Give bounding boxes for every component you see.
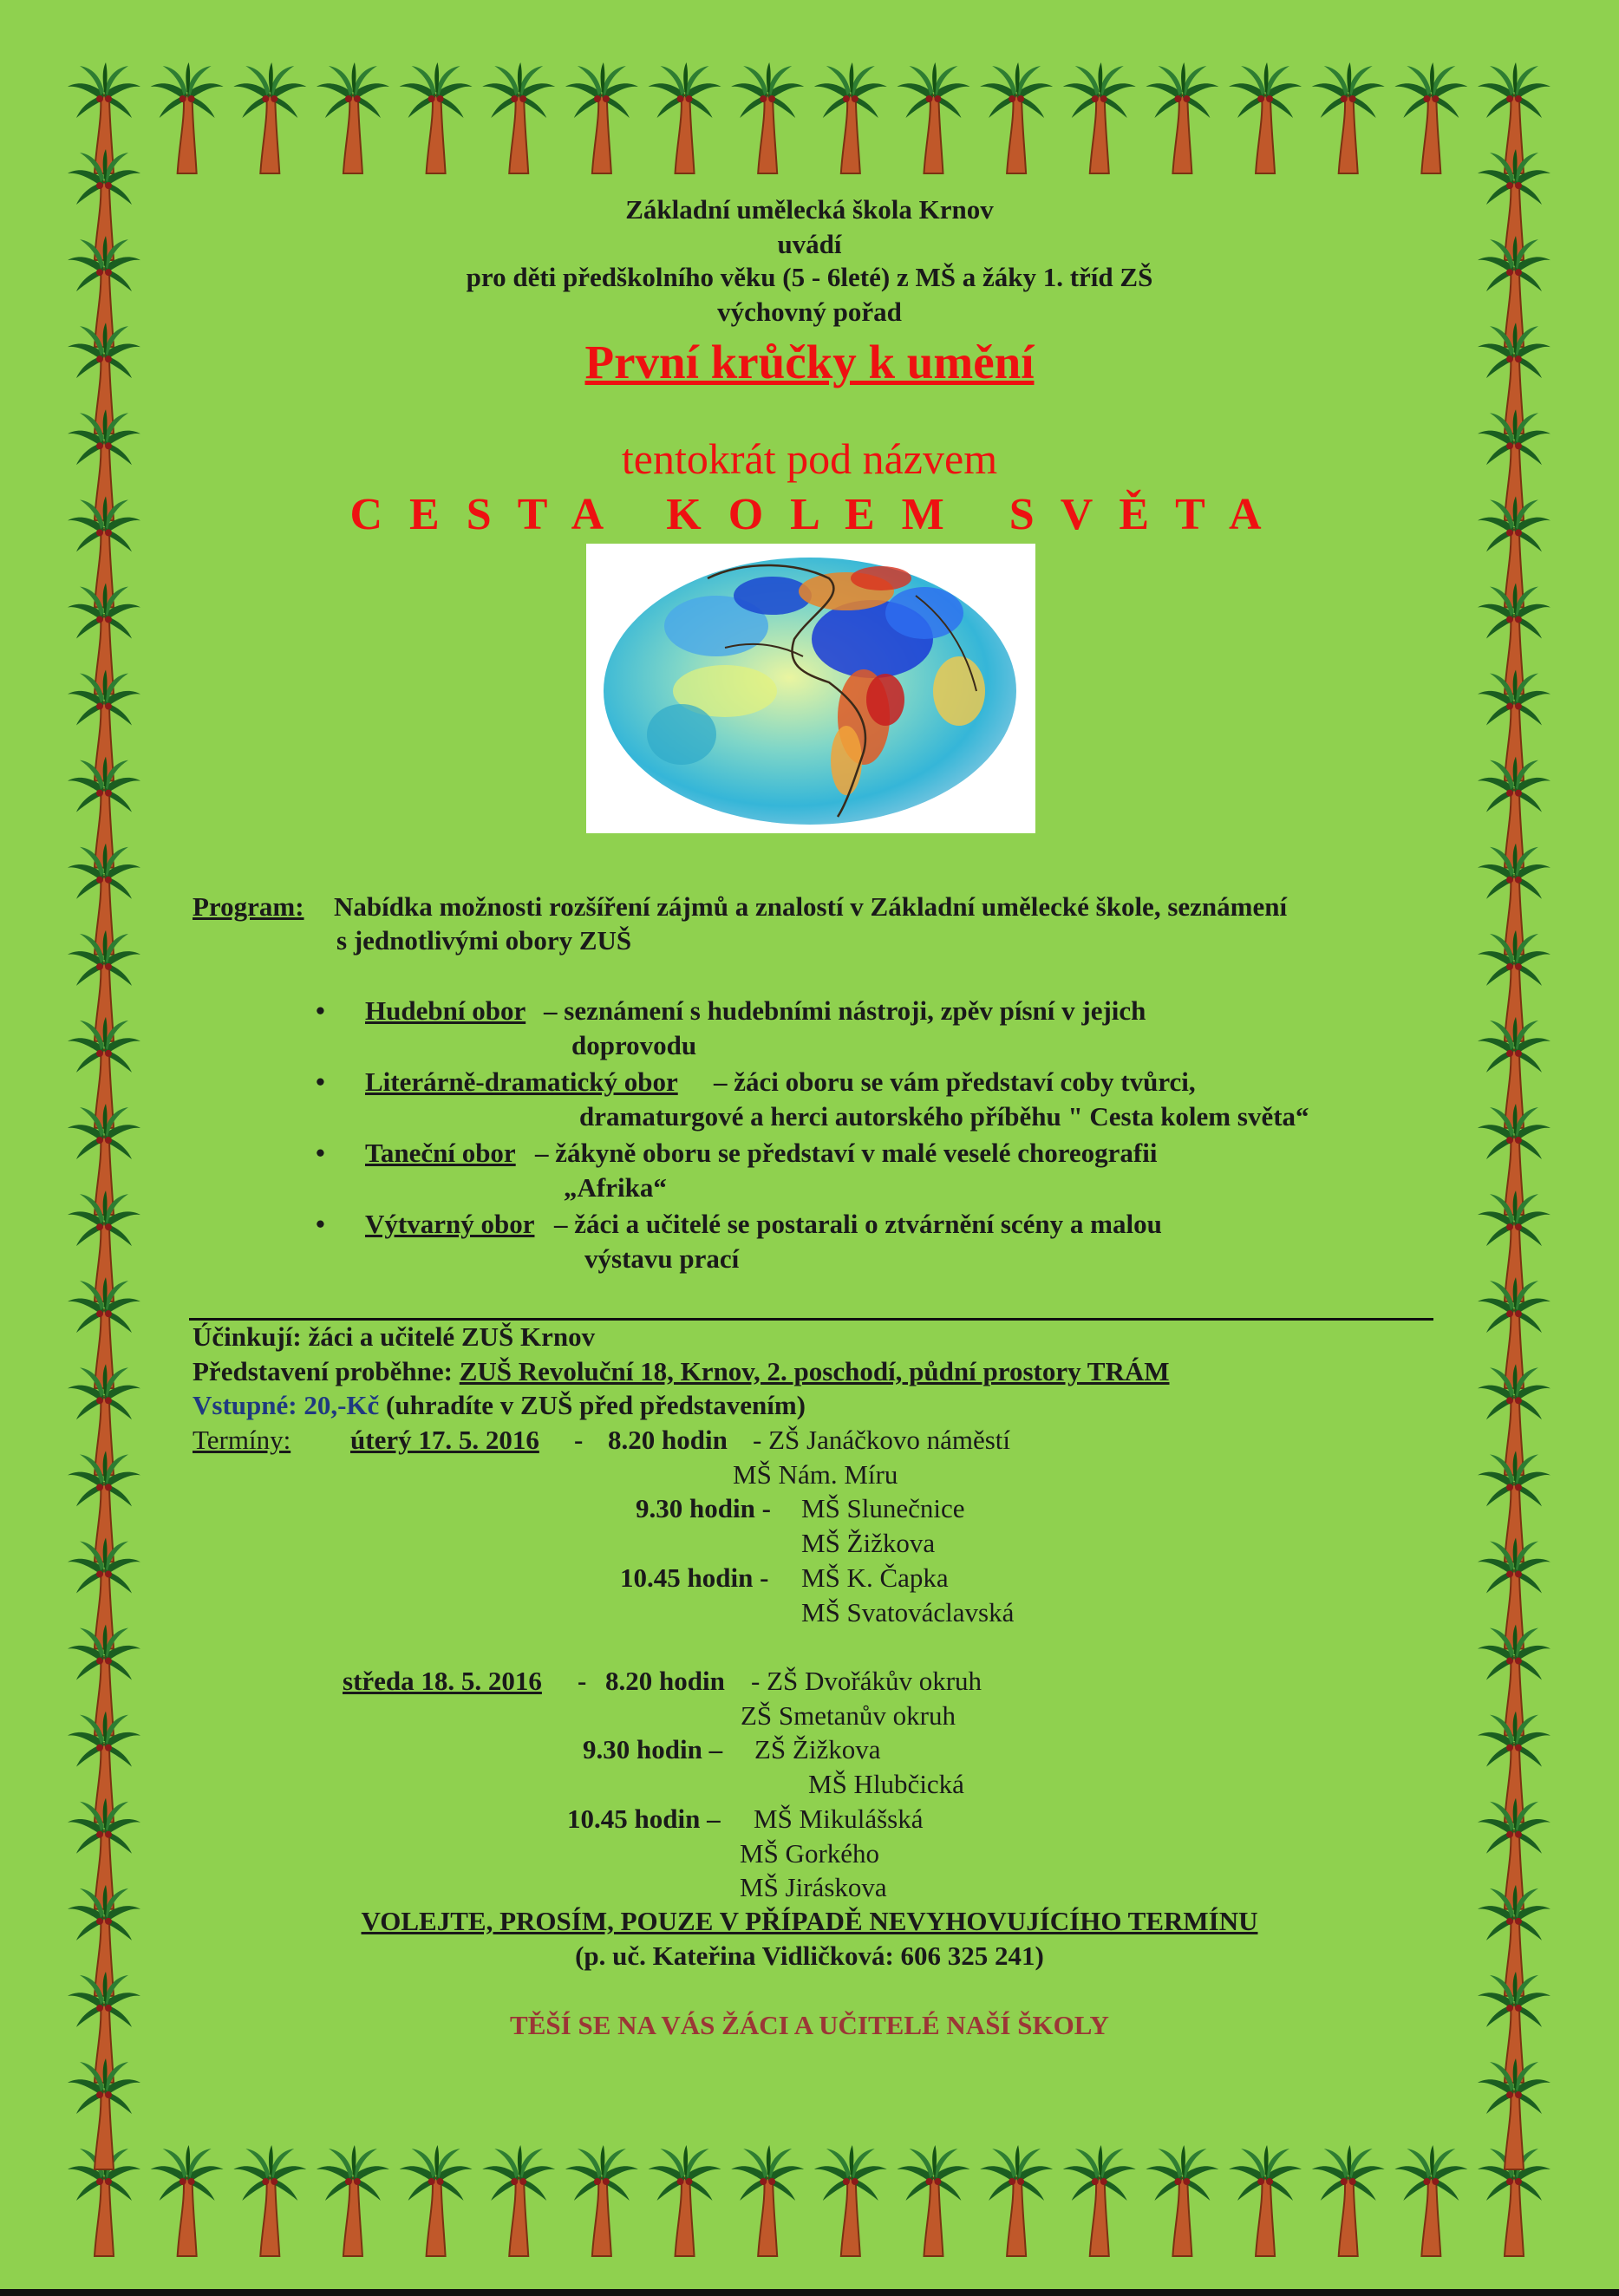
palm-tree-icon xyxy=(1312,62,1385,173)
section-text-cont: dramaturgové a herci autorského příběhu " Cesta kolem světa“ xyxy=(579,1101,1309,1132)
palm-tree-icon xyxy=(68,2058,140,2169)
bullet-icon: • xyxy=(316,1138,325,1168)
palm-tree-icon xyxy=(649,2145,721,2256)
day2-time1-school2: ZŠ Smetanův okruh xyxy=(741,1700,956,1731)
fee-row xyxy=(193,1390,806,1421)
bullet-icon: • xyxy=(316,1209,325,1239)
bottom-rule xyxy=(0,2289,1619,2296)
program-type: výchovný pořad xyxy=(717,297,902,327)
day1-time1-school2: MŠ Nám. Míru xyxy=(733,1459,898,1490)
palm-tree-icon xyxy=(980,2145,1053,2256)
palm-tree-icon xyxy=(1394,62,1467,173)
closing-text: TĚŠÍ SE NA VÁS ŽÁCI A UČITELÉ NAŠÍ ŠKOLY xyxy=(510,2010,1109,2040)
section-text: – žáci a učitelé se postarali o ztvárnění scény a malou xyxy=(554,1209,1162,1239)
palm-tree-icon xyxy=(980,62,1053,173)
palm-tree-icon xyxy=(1146,2145,1218,2256)
globe-icon xyxy=(586,544,1035,833)
palm-tree-icon xyxy=(482,2145,555,2256)
day1-sep: - xyxy=(574,1425,584,1455)
fee-label: Vstupné: 20,-Kč xyxy=(193,1390,380,1420)
bullet-icon: • xyxy=(316,1066,325,1097)
palm-tree-icon xyxy=(1312,2145,1385,2256)
subtitle-intro: tentokrát pod názvem xyxy=(621,434,998,483)
palm-tree-icon xyxy=(814,62,887,173)
program-text-line2: s jednotlivými obory ZUŠ xyxy=(336,925,632,956)
palm-tree-icon xyxy=(1229,2145,1302,2256)
day2-time2-school2: MŠ Hlubčická xyxy=(808,1769,964,1799)
main-title: První krůčky k umění xyxy=(584,336,1035,388)
section-name: Výtvarný obor xyxy=(365,1209,535,1239)
venue-label: Představení proběhne: xyxy=(193,1356,460,1386)
venue-row xyxy=(193,1356,1170,1387)
day2-time1: 8.20 hodin xyxy=(605,1666,725,1696)
contact-phone: (p. uč. Kateřina Vidličková: 606 325 241) xyxy=(575,1941,1044,1971)
divider-line xyxy=(189,1318,1433,1321)
section-text: – žáci oboru se vám představí coby tvůrci, xyxy=(714,1066,1196,1097)
palm-tree-icon xyxy=(565,62,638,173)
day2-time2-school1: ZŠ Žižkova xyxy=(754,1734,881,1764)
palm-tree-icon xyxy=(731,2145,804,2256)
performers-text: Účinkují: žáci a učitelé ZUŠ Krnov xyxy=(193,1321,596,1352)
day2-date: středa 18. 5. 2016 xyxy=(343,1666,542,1696)
day1-time2-school1: MŠ Slunečnice xyxy=(801,1493,965,1523)
section-text-cont: „Afrika“ xyxy=(564,1172,667,1203)
palm-tree-icon xyxy=(897,2145,969,2256)
presents-text: uvádí xyxy=(777,229,842,259)
day1-time2-school2: MŠ Žižkova xyxy=(801,1528,936,1558)
palm-tree-icon xyxy=(482,62,555,173)
day2-time3-school1: MŠ Mikulášská xyxy=(754,1804,924,1834)
day1-time2: 9.30 hodin - xyxy=(636,1493,771,1523)
palm-tree-icon xyxy=(233,62,306,173)
palm-tree-icon xyxy=(1229,62,1302,173)
day1-time3: 10.45 hodin - xyxy=(620,1562,769,1593)
venue-text: ZUŠ Revoluční 18, Krnov, 2. poschodí, půdní prostory TRÁM xyxy=(459,1356,1170,1386)
section-text: – seznámení s hudebními nástroji, zpěv písní v jejich xyxy=(544,995,1146,1026)
school-name: Základní umělecká škola Krnov xyxy=(625,194,994,225)
section-name: Hudební obor xyxy=(365,995,526,1026)
palm-tree-icon xyxy=(731,62,804,173)
day1-time1-school1: - ZŠ Janáčkovo náměstí xyxy=(753,1425,1011,1455)
day2-time3-school3: MŠ Jiráskova xyxy=(740,1872,887,1902)
day1-time1: 8.20 hodin xyxy=(608,1425,728,1455)
palm-tree-icon xyxy=(649,62,721,173)
palm-tree-icon xyxy=(1394,2145,1467,2256)
day2-time3: 10.45 hodin – xyxy=(567,1804,721,1834)
subtitle: C E S T A K O L E M S V Ě T A xyxy=(349,490,1270,539)
day1-time3-school2: MŠ Svatováclavská xyxy=(801,1597,1015,1627)
call-notice: VOLEJTE, PROSÍM, POUZE V PŘÍPADĚ NEVYHOVUJÍCÍHO TERMÍNU xyxy=(361,1906,1258,1936)
audience-text: pro děti předškolního věku (5 - 6leté) z MŠ a žáky 1. tříd ZŠ xyxy=(466,262,1153,292)
palm-tree-icon xyxy=(1478,2058,1550,2169)
section-text: – žákyně oboru se představí v malé veselé choreografii xyxy=(535,1138,1158,1168)
palm-tree-icon xyxy=(400,62,473,173)
palm-tree-icon xyxy=(317,62,389,173)
palm-tree-icon xyxy=(400,2145,473,2256)
palm-tree-icon xyxy=(1063,2145,1136,2256)
palm-tree-icon xyxy=(317,2145,389,2256)
globe-image xyxy=(586,544,1035,833)
day2-time3-school2: MŠ Gorkého xyxy=(740,1838,880,1869)
day1-date: úterý 17. 5. 2016 xyxy=(350,1425,539,1455)
day2-sep: - xyxy=(578,1666,587,1696)
palm-tree-icon xyxy=(233,2145,306,2256)
palm-tree-icon xyxy=(151,2145,224,2256)
program-label: Program: xyxy=(193,891,304,922)
section-text-cont: doprovodu xyxy=(571,1030,697,1060)
day2-time2: 9.30 hodin – xyxy=(583,1734,723,1764)
section-name: Literárně-dramatický obor xyxy=(365,1066,678,1097)
section-text-cont: výstavu prací xyxy=(584,1243,740,1274)
fee-note: (uhradíte v ZUŠ před představením) xyxy=(379,1390,806,1420)
bullet-icon: • xyxy=(316,995,325,1026)
dates-label: Termíny: xyxy=(193,1425,291,1455)
day1-time3-school1: MŠ K. Čapka xyxy=(801,1562,949,1593)
palm-tree-icon xyxy=(814,2145,887,2256)
palm-tree-icon xyxy=(897,62,969,173)
palm-tree-icon xyxy=(1146,62,1218,173)
program-text-line1: Nabídka možnosti rozšíření zájmů a znalostí v Základní umělecké škole, seznámení xyxy=(334,891,1288,922)
palm-tree-icon xyxy=(1063,62,1136,173)
day2-time1-school1: - ZŠ Dvořákův okruh xyxy=(751,1666,982,1696)
section-name: Taneční obor xyxy=(365,1138,516,1168)
palm-tree-icon xyxy=(565,2145,638,2256)
palm-tree-icon xyxy=(151,62,224,173)
